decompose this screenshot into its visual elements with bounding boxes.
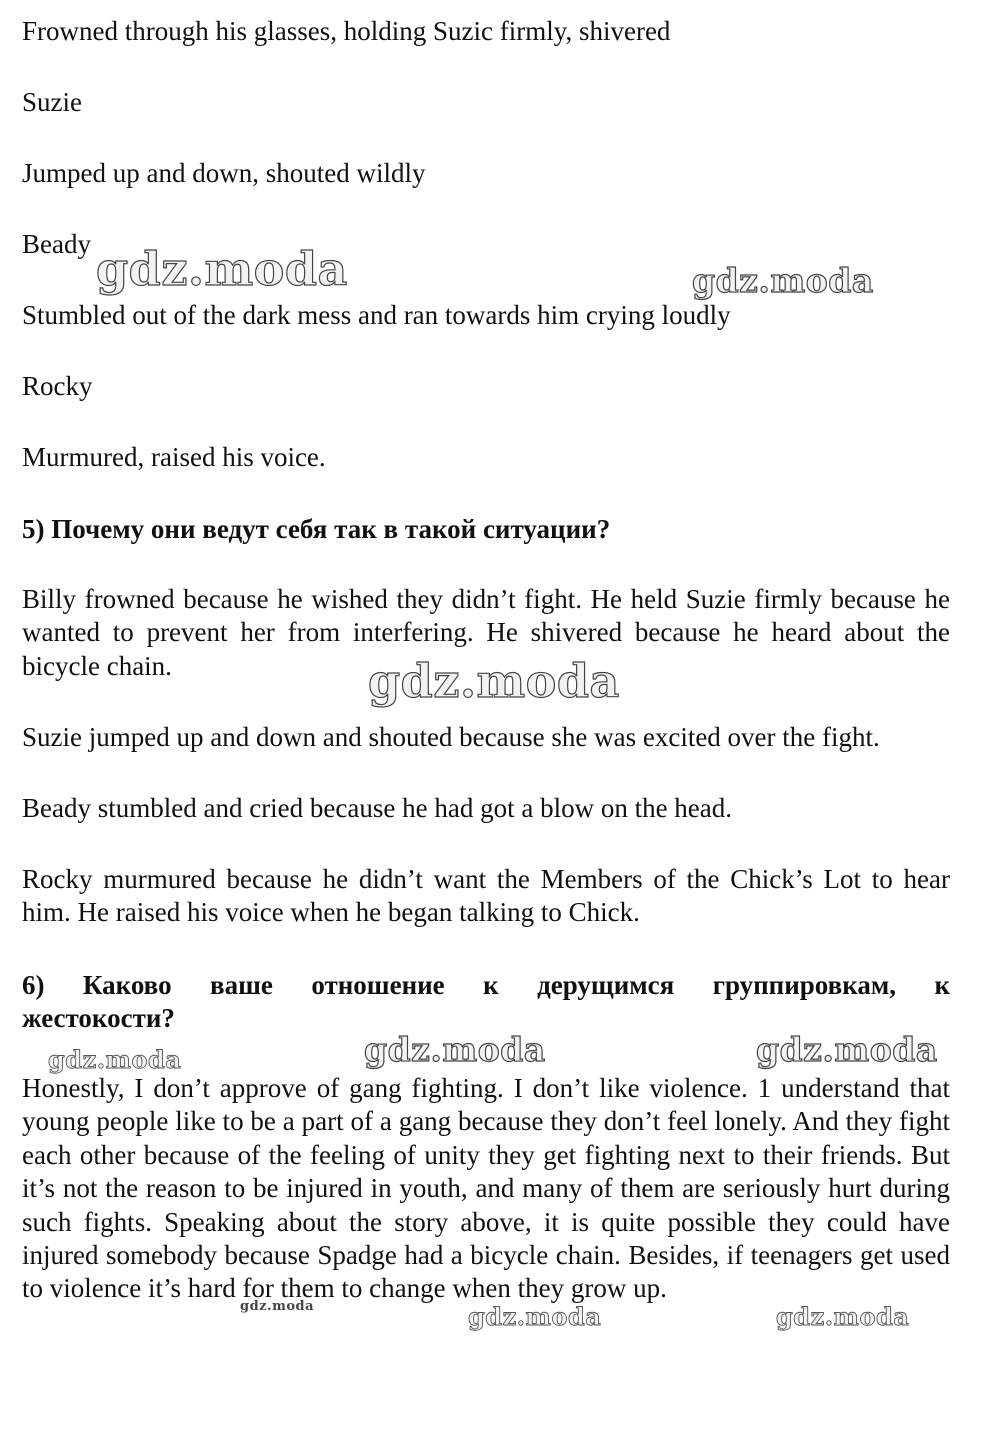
answer-line-beady: Stumbled out of the dark mess and ran towards him crying loudly bbox=[22, 300, 731, 330]
watermark-logo: gdz.moda bbox=[756, 1030, 938, 1069]
question-5-heading: 5) Почему они ведут себя так в такой ситуации? bbox=[22, 514, 611, 544]
q5-paragraph-billy: Billy frowned because he wished they didn’t fight. He held Suzie firmly because he wanted to prevent her from interfering. He shivered because he heard about the bicycle chain. bbox=[22, 584, 950, 681]
watermark-logo: gdz.moda bbox=[776, 1302, 910, 1331]
q5-paragraph-rocky: Rocky murmured because he didn’t want the Members of the Chick’s Lot to hear him. He raised his voice when he began talking to Chick. bbox=[22, 864, 950, 928]
q5-paragraph-beady: Beady stumbled and cried because he had got a blow on the head. bbox=[22, 793, 733, 823]
watermark-logo: gdz.moda bbox=[240, 1299, 315, 1314]
watermark-logo: gdz.moda bbox=[468, 1302, 602, 1331]
answer-line-rocky: Murmured, raised his voice. bbox=[22, 442, 326, 472]
watermark-logo: gdz.moda bbox=[364, 1030, 546, 1069]
character-name-beady: Beady bbox=[22, 229, 91, 259]
character-name-rocky: Rocky bbox=[22, 371, 93, 401]
watermark-logo: gdz.moda bbox=[48, 1045, 182, 1074]
watermark-logo: gdz.moda bbox=[96, 242, 348, 296]
question-6-heading-line2: жестокости? bbox=[22, 1003, 175, 1033]
question-6-heading-line1: 6) Каково ваше отношение к дерущимся группировкам, к bbox=[22, 970, 950, 1000]
q6-paragraph: Honestly, I don’t approve of gang fighting. I don’t like violence. 1 understand that young people like to be a part of a gang because they don’t feel lonely. And they fight each other because of the feeling of unity they get fighting next to their friends. But it’s not the reason to be injured in youth, and many of them are seriously hurt during such fights. Speaking about the story above, it is quite possible they could have injured somebody because Spadge had a bicycle chain. Besides, if teenagers get used to violence it’s hard for them to change when they grow up. bbox=[22, 1073, 950, 1304]
character-name-suzie: Suzie bbox=[22, 87, 82, 117]
watermark-logo: gdz.moda bbox=[368, 654, 620, 708]
answer-line-suzie: Jumped up and down, shouted wildly bbox=[22, 158, 426, 188]
watermark-logo: gdz.moda bbox=[692, 261, 874, 300]
answer-line-billy: Frowned through his glasses, holding Suzic firmly, shivered bbox=[22, 16, 671, 46]
q5-paragraph-suzie: Suzie jumped up and down and shouted because she was excited over the fight. bbox=[22, 722, 880, 752]
